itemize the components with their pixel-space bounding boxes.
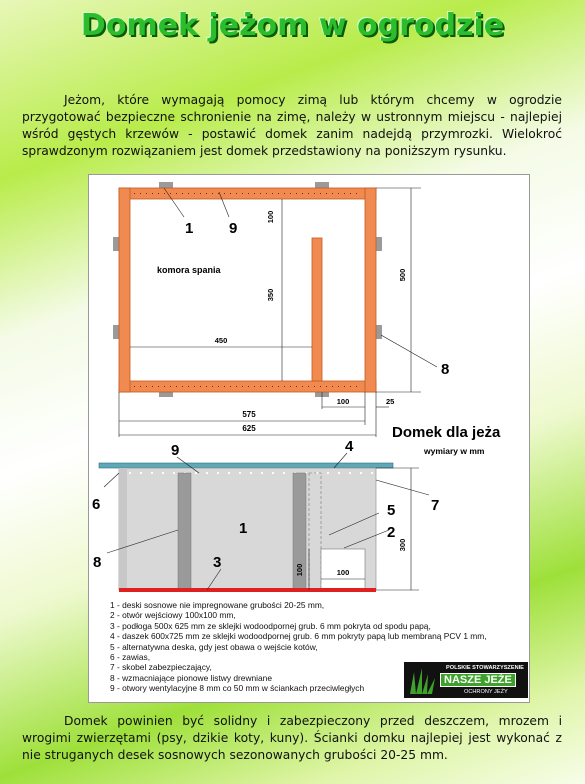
top-wall-partition [312,238,322,381]
marker-1-side: 1 [239,520,248,537]
intro-paragraph: Jeżom, które wymagają pomocy zimą lub którym chcemy w ogrodzie przygotować bezpieczne schronienie na zimę, należy w ustronnym miejscu - najlepiej wśród gęstych krzewów - postawić domek zanim nadejdą przymrozki. Wielokroć sprawdzonym rozwiązaniem jest domek przedstawiony na poniższym rysunku. [22,93,562,158]
dim-100-side: 100 [295,563,304,577]
dim-25: 25 [386,397,395,406]
dim-575: 575 [242,410,256,419]
floor [119,588,376,592]
dim-450: 450 [214,336,228,345]
marker-2: 2 [387,524,396,541]
dim-625: 625 [242,424,256,433]
diagram-heading: Domek dla jeża [392,424,501,441]
marker-6: 6 [92,496,101,513]
marker-5: 5 [387,502,396,519]
legend-item: 4 - daszek 600x725 mm ze sklejki wodoodpornej grub. 6 mm pokryty papą lub membraną PCV 1 mm, [110,631,487,642]
legend-item: 1 - deski sosnowe nie impregnowane grubości 20-25 mm, [110,600,325,610]
page-title: Domek jeżom w ogrodzie [80,8,505,43]
logo-line-3: OCHRONY JEŻY [464,689,508,695]
association-logo [404,662,528,698]
dim-100-entry: 100 [336,568,350,577]
dim-300: 300 [398,538,407,552]
outro-paragraph: Domek powinien być solidny i zabezpieczony przed deszczem, mrozem i wrogimi zwierzętami (psy, dzikie koty, kuny). Ścianki domku najlepiej jest wykonać z nie struganych desek sosnowych sezonowanych grubości 20-25 mm. [22,714,562,762]
top-wall-back [119,188,376,199]
legend-item: 7 - skobel zabezpieczający, [110,662,212,673]
marker-8-right: 8 [441,361,450,378]
marker-8-side: 8 [93,554,102,571]
marker-9-top: 9 [229,220,238,237]
roof [99,463,393,468]
legend-item: 3 - podłoga 500x 625 mm ze sklejki wodoodpornej grub. 6 mm pokryta od spodu papą, [110,620,431,631]
dim-350: 350 [266,288,275,302]
top-wall-left [119,188,130,392]
top-wall-right [365,188,376,392]
marker-7: 7 [431,497,440,514]
legend-item: 2 - otwór wejściowy 100x100 mm, [110,610,236,621]
legend-item: 5 - alternatywna deska, gdy jest obawa o wejście kotów, [110,641,318,652]
legend-item: 8 - wzmacniające pionowe listwy drewniane [110,672,272,683]
diagram-subheading: wymiary w mm [424,446,485,456]
logo-line-2: NASZE JEŻE [440,673,516,687]
marker-9-side: 9 [171,442,180,459]
marker-1-top: 1 [185,220,194,237]
dim-500: 500 [398,268,407,282]
dim-100-bottom: 100 [336,397,350,406]
grass-icon [408,666,438,694]
post-left [178,473,191,590]
marker-3: 3 [213,554,222,571]
dim-100-top: 100 [266,210,275,224]
logo-line-1: POLSKIE STOWARZYSZENIE [446,665,524,671]
top-view [113,182,449,437]
top-wall-front [119,381,376,392]
side-view [92,438,439,592]
marker-4: 4 [345,438,354,455]
legend-item: 9 - otwory wentylacyjne 8 mm co 50 mm w ściankach przeciwległych [110,683,365,694]
legend-item: 6 - zawias, [110,652,151,663]
room-label: komora spania [157,265,221,275]
